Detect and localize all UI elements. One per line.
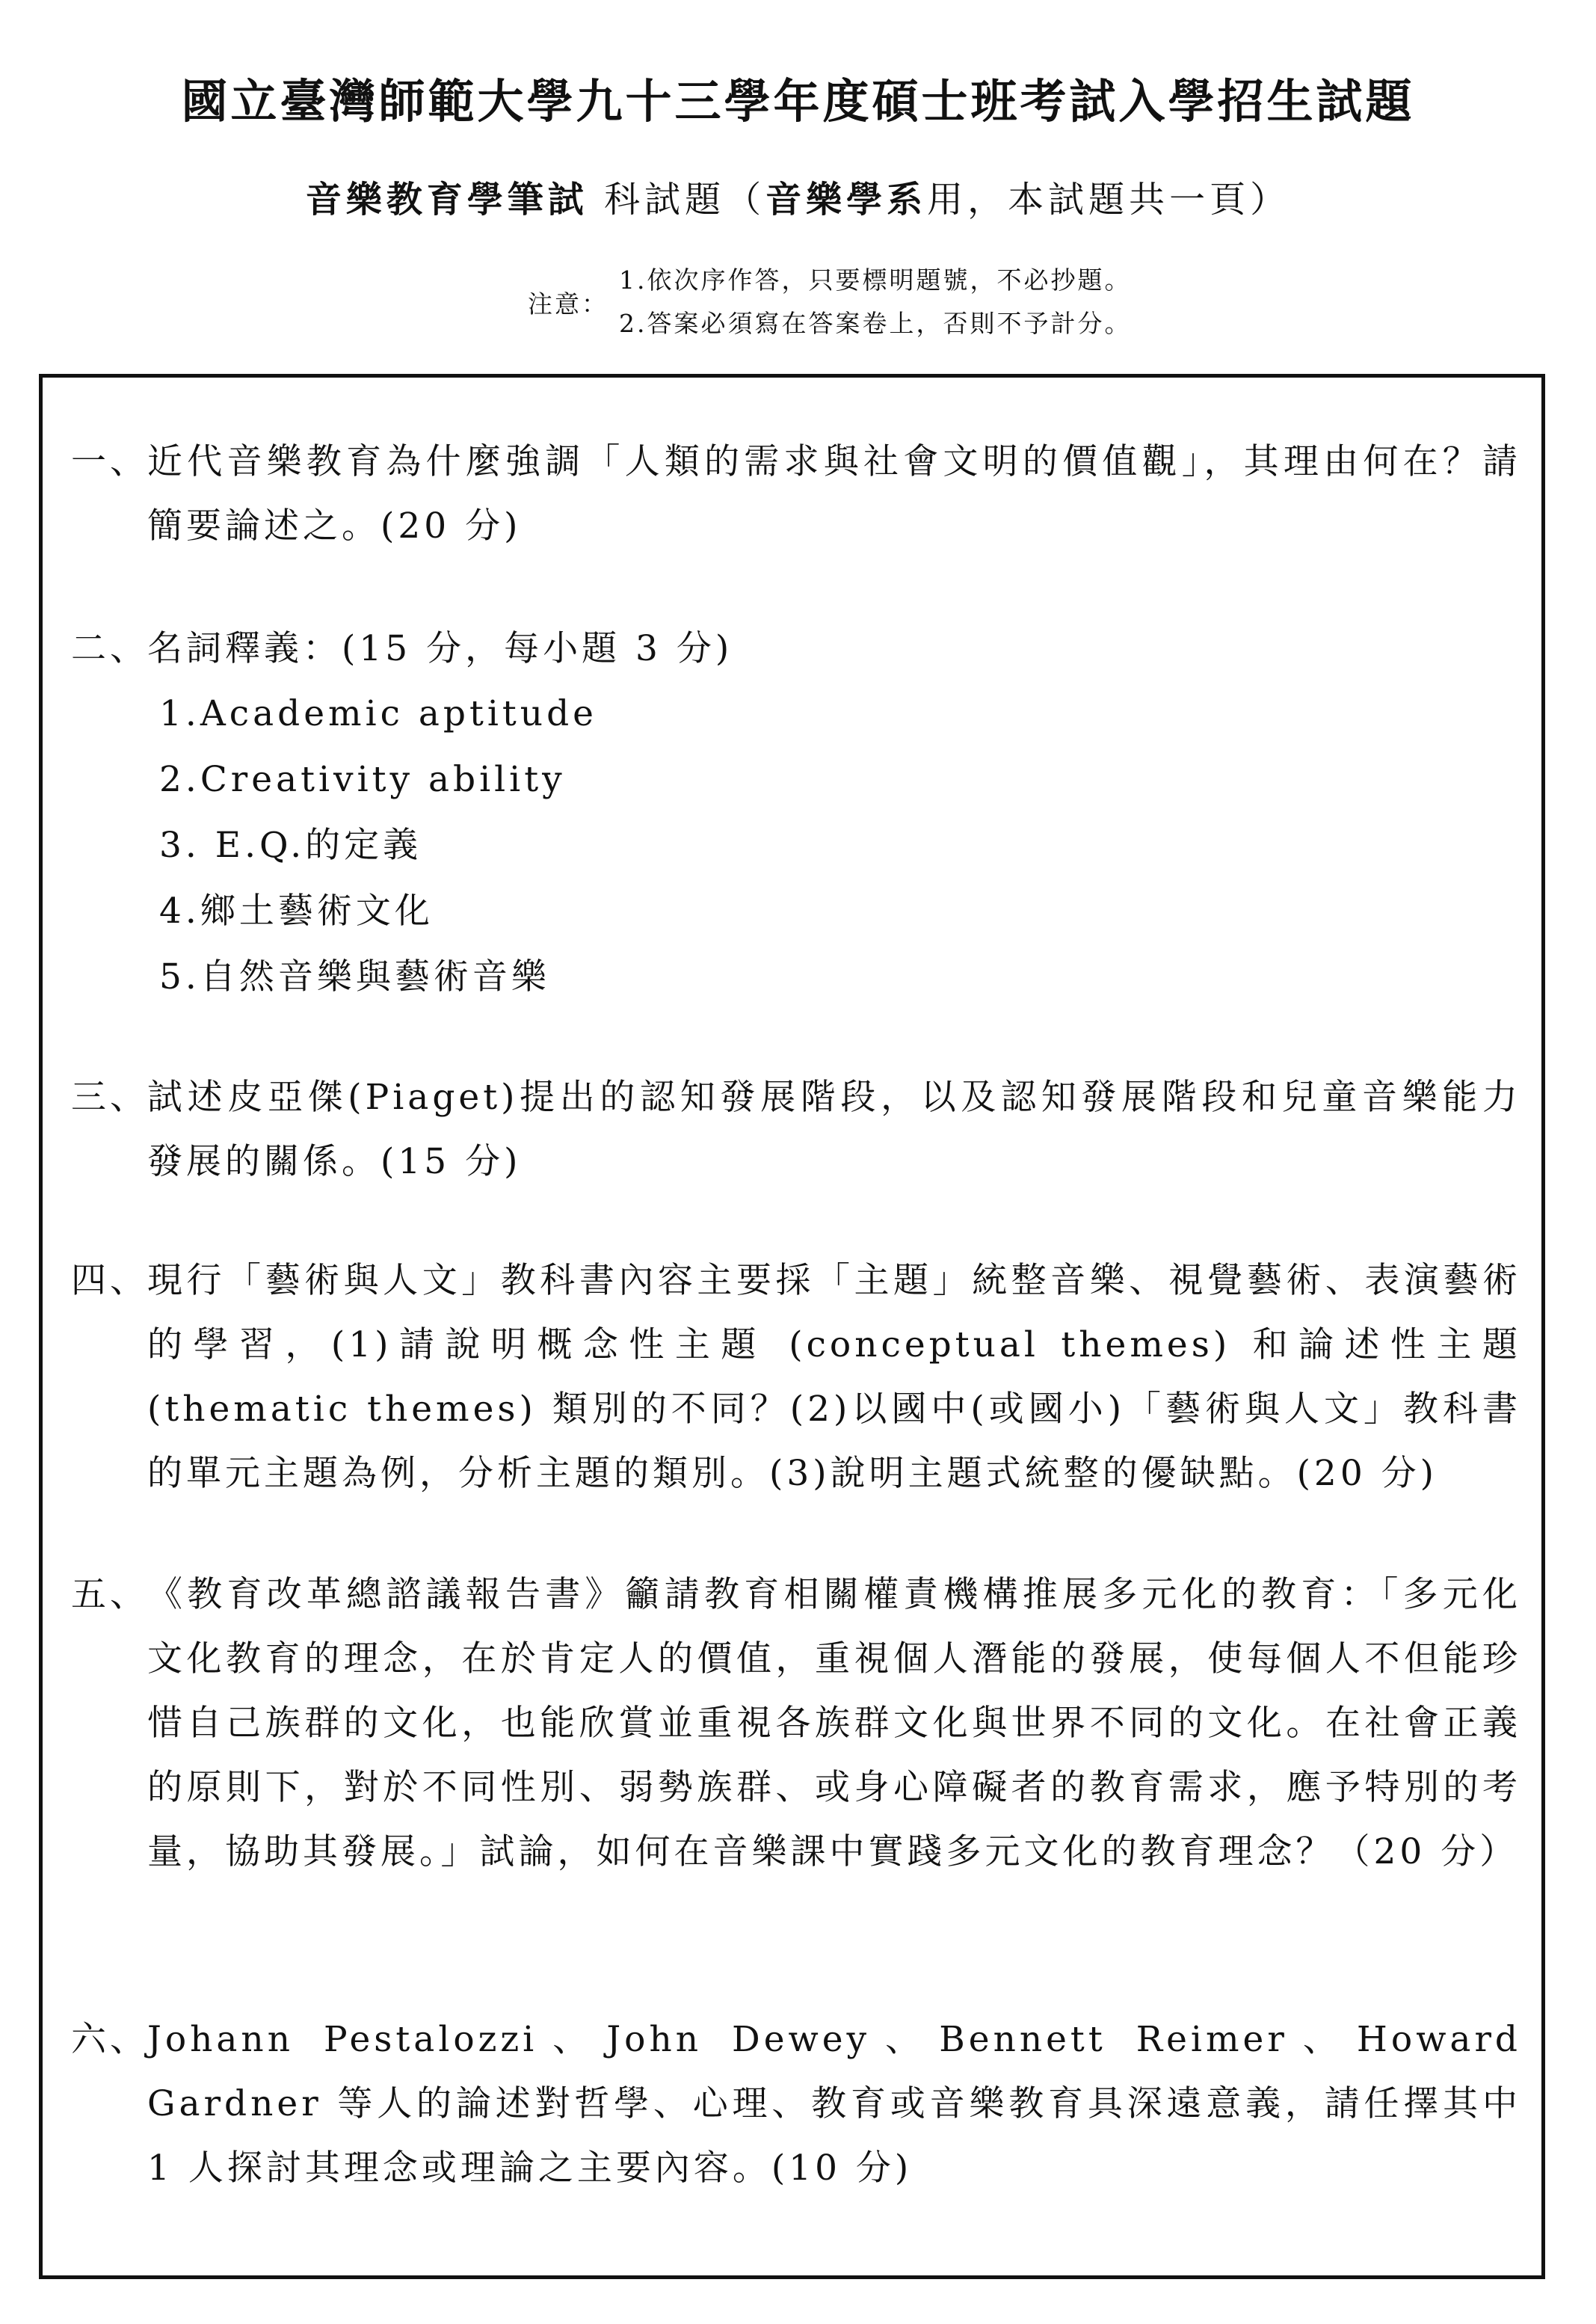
subject-name: 音樂教育學筆試 [305,179,588,221]
term-item: 1.Academic aptitude [159,693,597,734]
term-item: 3. E.Q.的定義 [159,825,422,866]
question-text: 近代音樂教育為什麼強調「人類的需求與社會文明的價值觀」，其理由何在？請簡要論述之。(20 分) [147,441,1521,547]
question-number: 六、 [71,2019,149,2060]
subject-line [0,170,1596,222]
notice-item: 1.依次序作答，只要標明題號，不必抄題。 [619,265,1132,295]
question-number: 二、 [71,628,149,669]
question-number: 五、 [71,1574,149,1615]
question-text: 《教育改革總諮議報告書》籲請教育相關權責機構推展多元化的教育：「多元化文化教育的理念，在於肯定人的價值，重視個人潛能的發展，使每個人不但能珍惜自己族群的文化，也能欣賞並重視各族群文化與世界不同的文化。在社會正義的原則下，對於不同性別、弱勢族群、或身心障礙者的教育需求，應予特別的考量，協助其發展。」試論，如何在音樂課中實踐多元文化的教育理念？（20 分） [147,1574,1521,1872]
question-text: Johann Pestalozzi、John Dewey、Bennett Reimer、Howard Gardner 等人的論述對哲學、心理、教育或音樂教育具深遠意義，請任擇其中 1 人探討其理念或理論之主要內容。(10 分) [147,2019,1521,2189]
question-3 [71,1066,1521,1194]
question-1 [71,430,1521,559]
exam-notice [528,259,1132,345]
question-body [147,617,1521,1010]
question-text: 現行「藝術與人文」教科書內容主要採「主題」統整音樂、視覺藝術、表演藝術的學習，(1)請說明概念性主題 (conceptual themes) 和論述性主題 (thematic themes) 類別的不同？(2)以國中(或國小)「藝術與人文」教科書的單元主題為例，分析主題的類別。(3)說明主題式統整的優缺點。(20 分) [147,1260,1521,1494]
question-5 [71,1563,1521,1884]
question-4 [71,1249,1521,1506]
question-box [39,374,1545,2279]
question-number: 三、 [71,1077,149,1118]
notice-item: 2.答案必須寫在答案卷上，否則不予計分。 [619,309,1132,338]
question-6 [71,2008,1521,2201]
notice-list [619,259,1132,345]
notice-label: 注意： [528,289,608,319]
term-item: 2.Creativity ability [159,759,566,800]
term-item: 4.鄉土藝術文化 [159,891,434,932]
subject-suffix: 科試題（ [604,179,766,221]
question-text: 名詞釋義：(15 分，每小題 3 分) [147,628,733,669]
question-number: 一、 [71,441,149,482]
question-text: 試述皮亞傑(Piaget)提出的認知發展階段，以及認知發展階段和兒童音樂能力發展的關係。(15 分) [147,1077,1521,1182]
question-2 [71,617,1521,1010]
page-title: 國立臺灣師範大學九十三學年度碩士班考試入學招生試題 [181,74,1415,129]
term-list [159,681,1521,1010]
term-item: 5.自然音樂與藝術音樂 [159,956,550,997]
question-number: 四、 [71,1260,149,1301]
department-name: 音樂學系 [765,179,928,221]
page-note: 用，本試題共一頁） [927,179,1291,221]
